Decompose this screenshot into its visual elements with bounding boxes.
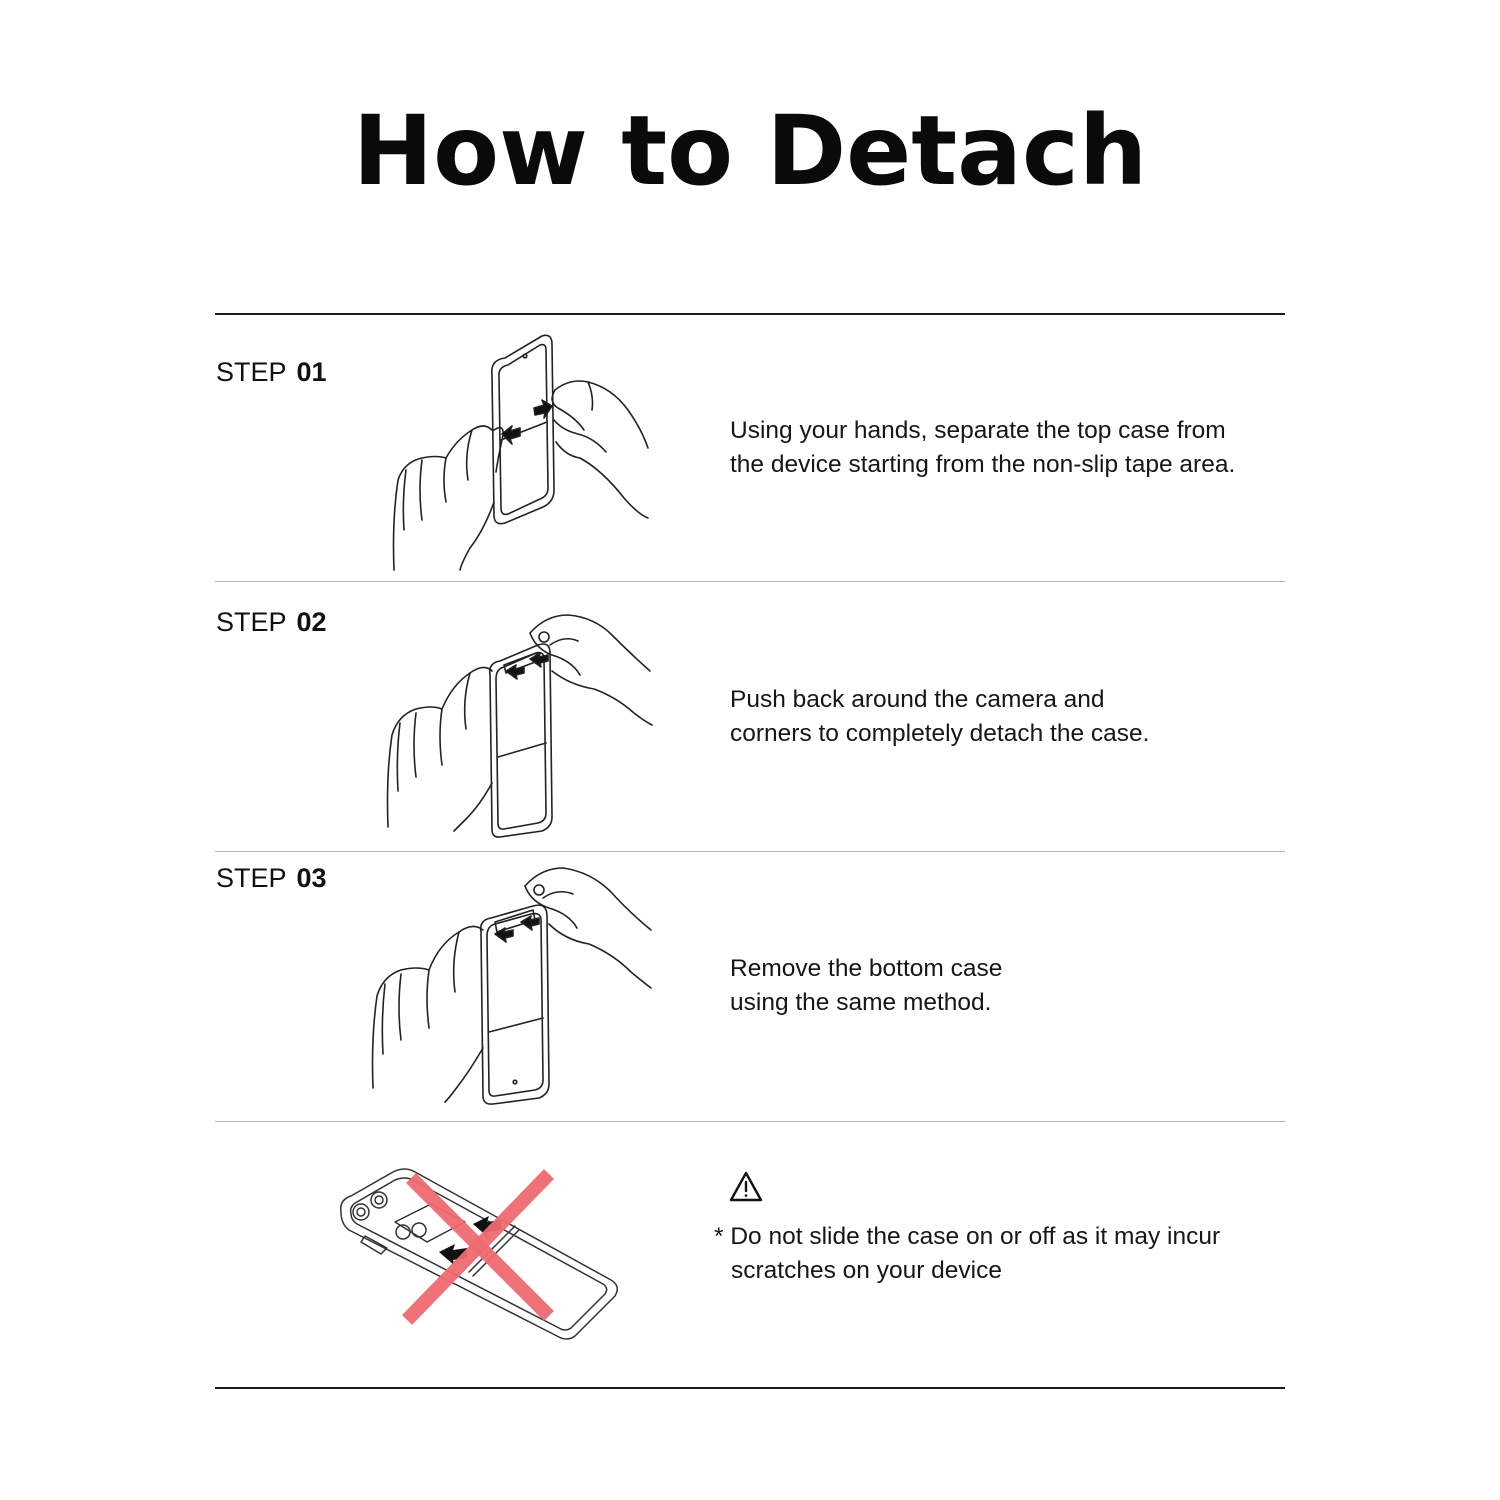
step-1-line-1: Using your hands, separate the top case from (730, 417, 1226, 444)
hands-removing-bottom-case-icon (365, 862, 665, 1107)
step-3-illustration (365, 862, 665, 1107)
step-1-illustration (380, 330, 670, 575)
step-2-word: STEP (216, 607, 287, 637)
step-3-line-2: using the same method. (730, 989, 992, 1016)
hands-separating-top-case-icon (380, 330, 670, 575)
warning-triangle-icon (728, 1170, 764, 1204)
warning-text (714, 1220, 1220, 1288)
warning-line-1: * Do not slide the case on or off as it may incur (714, 1223, 1221, 1250)
step-1-label (216, 356, 327, 388)
step-2-label (216, 606, 327, 638)
step-1-word: STEP (216, 357, 287, 387)
step-2-description (730, 683, 1149, 751)
page-title: How to Detach (352, 95, 1148, 207)
warning-line-2: scratches on your device (731, 1257, 1002, 1284)
step-1-line-2: the device starting from the non-slip tape area. (730, 451, 1236, 478)
step-2-line-2: corners to completely detach the case. (730, 720, 1150, 747)
phone-sliding-crossed-out-icon (335, 1160, 625, 1340)
warning-illustration (335, 1160, 625, 1340)
divider-2 (215, 851, 1285, 852)
step-3-number: 03 (296, 863, 327, 893)
step-2-number: 02 (296, 607, 327, 637)
step-3-line-1: Remove the bottom case (730, 955, 1003, 982)
step-3-label (216, 862, 327, 894)
step-2-line-1: Push back around the camera and (730, 686, 1105, 713)
step-3-description (730, 952, 1002, 1020)
divider-3 (215, 1121, 1285, 1122)
step-3-word: STEP (216, 863, 287, 893)
warning-icon (728, 1170, 764, 1204)
hands-pushing-camera-corners-icon (380, 605, 670, 840)
step-1-description (730, 414, 1235, 482)
divider-1 (215, 581, 1285, 582)
top-divider (215, 313, 1285, 315)
step-1-number: 01 (296, 357, 327, 387)
bottom-divider (215, 1387, 1285, 1389)
step-2-illustration (380, 605, 670, 840)
